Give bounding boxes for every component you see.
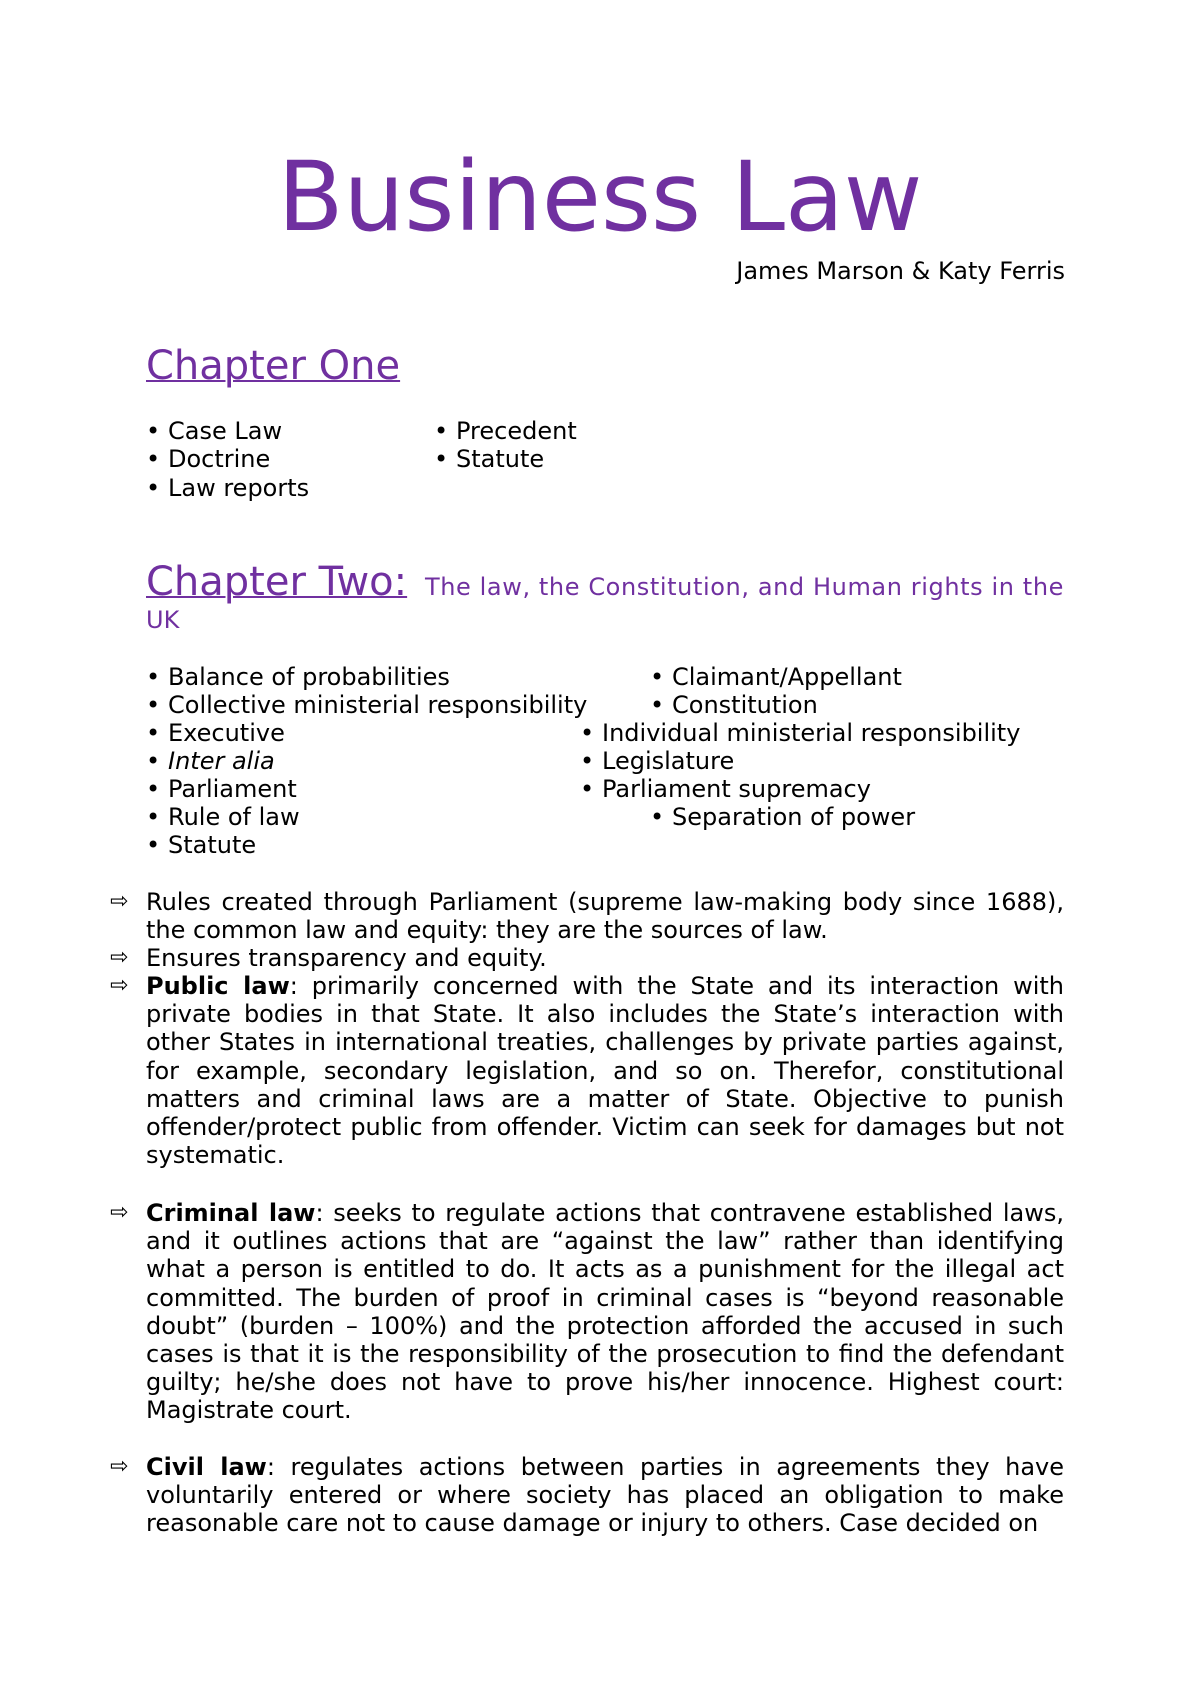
bullet-icon: • bbox=[146, 474, 161, 502]
bullet-icon: • bbox=[580, 747, 595, 775]
bullet-icon: • bbox=[146, 445, 161, 473]
chapter-two-subtitle-cont: UK bbox=[146, 606, 180, 634]
list-item: • Rule of law bbox=[146, 803, 300, 831]
arrow-right-icon: ⇨ bbox=[110, 1200, 129, 1225]
bullet-icon: • bbox=[580, 775, 595, 803]
note-item: ⇨ Criminal law: seeks to regulate actions that contravene established laws, and it outlines actions that are “against the law” rather than identifying what a person is entitled to do. It acts as a punishment for the illegal act committed. The burden of proof in criminal cases is “beyond reasonable doubt” (burden – 100%) and the protection afforded the accused in such cases is that it is the responsibility of the prosecution to find the defendant guilty; he/she does not have to prove his/her innocence. Highest court: Magistrate court. bbox=[110, 1199, 1064, 1425]
list-item: • Separation of power bbox=[650, 803, 916, 831]
chapter-two-heading: Chapter Two: bbox=[146, 559, 408, 605]
chapter-two-header bbox=[146, 560, 1064, 637]
list-item: • Individual ministerial responsibility bbox=[580, 719, 1021, 747]
arrow-right-icon: ⇨ bbox=[110, 945, 129, 970]
list-item: • Statute bbox=[146, 831, 257, 859]
arrow-right-icon: ⇨ bbox=[110, 889, 129, 914]
bullet-icon: • bbox=[146, 663, 161, 691]
arrow-right-icon: ⇨ bbox=[110, 1454, 129, 1479]
bullet-icon: • bbox=[146, 719, 161, 747]
bullet-icon: • bbox=[650, 663, 665, 691]
bullet-icon: • bbox=[146, 803, 161, 831]
bullet-icon: • bbox=[434, 445, 449, 473]
list-item: • Parliament bbox=[146, 775, 297, 803]
note-term: Public law bbox=[146, 972, 290, 1000]
note-item: ⇨ Rules created through Parliament (supreme law-making body since 1688), the common law and equity: they are the sources of law. bbox=[110, 888, 1064, 945]
bullet-icon: • bbox=[146, 831, 161, 859]
chapter-one-heading: Chapter One bbox=[146, 343, 401, 389]
list-item: • Claimant/Appellant bbox=[650, 663, 902, 691]
note-item: ⇨ Public law: primarily concerned with the State and its interaction with private bodies in that State. It also includes the State’s interaction with other States in international treaties, challenges by private parties against, for example, secondary legislation, and so on. Therefor, constitutional matters and criminal laws are a matter of State. Objective to punish offender/protect public from offender. Victim can seek for damages but not systematic. bbox=[110, 972, 1065, 1170]
bullet-icon: • bbox=[146, 775, 161, 803]
bullet-icon: • bbox=[650, 803, 665, 831]
list-item: • Law reports bbox=[146, 474, 310, 502]
note-term: Civil law bbox=[146, 1453, 267, 1481]
authors: James Marson & Katy Ferris bbox=[736, 257, 1065, 285]
bullet-icon: • bbox=[146, 691, 161, 719]
document-title: Business Law bbox=[277, 141, 923, 253]
list-item: • Case Law bbox=[146, 417, 283, 445]
list-item: • Doctrine bbox=[146, 445, 271, 473]
bullet-icon: • bbox=[580, 719, 595, 747]
chapter-two-subtitle: The law, the Constitution, and Human rights in the bbox=[424, 573, 1064, 601]
bullet-icon: • bbox=[434, 417, 449, 445]
list-item: • Inter alia bbox=[146, 747, 275, 775]
list-item: • Constitution bbox=[650, 691, 818, 719]
bullet-icon: • bbox=[146, 417, 161, 445]
list-item: • Parliament supremacy bbox=[580, 775, 871, 803]
bullet-icon: • bbox=[146, 747, 161, 775]
list-item: • Legislature bbox=[580, 747, 735, 775]
list-item: • Balance of probabilities bbox=[146, 663, 450, 691]
list-item: • Precedent bbox=[434, 417, 577, 445]
list-item: • Statute bbox=[434, 445, 545, 473]
note-item: ⇨ Civil law: regulates actions between parties in agreements they have voluntarily entered or where society has placed an obligation to make reasonable care not to cause damage or injury to others. Case decided on bbox=[110, 1453, 1065, 1538]
bullet-icon: • bbox=[650, 691, 665, 719]
arrow-right-icon: ⇨ bbox=[110, 973, 129, 998]
note-item: ⇨ Ensures transparency and equity. bbox=[110, 944, 547, 972]
list-item: • Collective ministerial responsibility bbox=[146, 691, 588, 719]
note-term: Criminal law bbox=[146, 1199, 316, 1227]
list-item: • Executive bbox=[146, 719, 285, 747]
